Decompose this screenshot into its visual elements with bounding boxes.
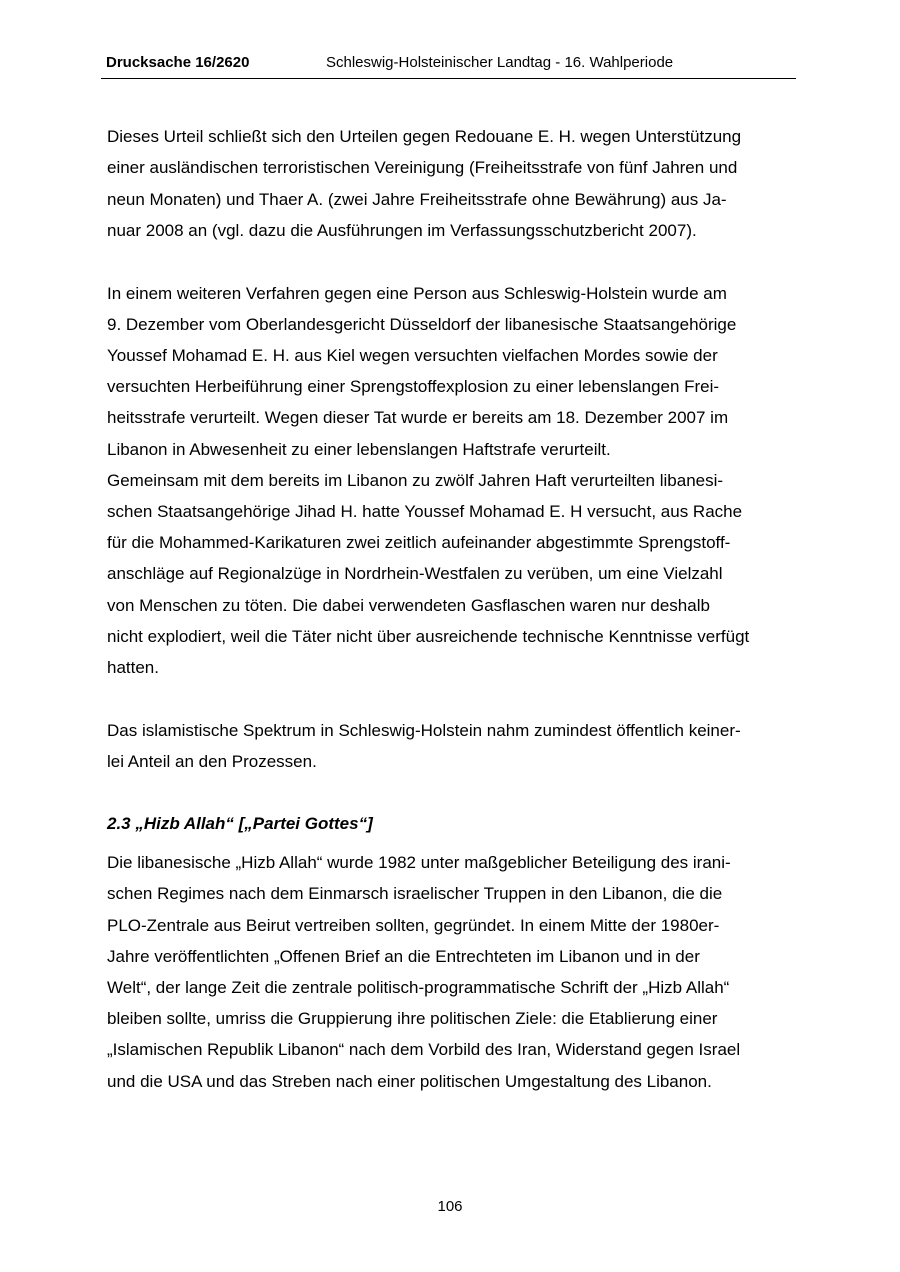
section-line: Die libanesische „Hizb Allah“ wurde 1982 unter maßgeblicher Beteiligung des irani- [107, 853, 731, 872]
section-line: Jahre veröffentlichten „Offenen Brief an die Entrechteten im Libanon und in der [107, 947, 700, 966]
paragraph-line: Libanon in Abwesenheit zu einer lebenslangen Haftstrafe verurteilt. [107, 440, 611, 459]
paragraph-line: Gemeinsam mit dem bereits im Libanon zu zwölf Jahren Haft verurteilten libanesi- [107, 471, 724, 490]
section-line: PLO-Zentrale aus Beirut vertreiben sollten, gegründet. In einem Mitte der 1980er- [107, 916, 720, 935]
paragraph-line: In einem weiteren Verfahren gegen eine Person aus Schleswig-Holstein wurde am [107, 284, 727, 303]
document-number: Drucksache 16/2620 [106, 54, 250, 71]
paragraph-line: Dieses Urteil schließt sich den Urteilen gegen Redouane E. H. wegen Unterstützung [107, 127, 742, 146]
paragraph-line: nuar 2008 an (vgl. dazu die Ausführungen im Verfassungsschutzbericht 2007). [107, 221, 697, 240]
section-line: schen Regimes nach dem Einmarsch israelischer Truppen in den Libanon, die die [107, 884, 723, 903]
paragraph-line: einer ausländischen terroristischen Vereinigung (Freiheitsstrafe von fünf Jahren und [107, 158, 738, 177]
paragraph-line: versuchten Herbeiführung einer Sprengstoffexplosion zu einer lebenslangen Frei- [107, 377, 720, 396]
paragraph-line: schen Staatsangehörige Jihad H. hatte Youssef Mohamad E. H versucht, aus Rache [107, 502, 743, 521]
section-heading: 2.3 „Hizb Allah“ [„Partei Gottes“] [107, 814, 373, 833]
paragraph-line: nicht explodiert, weil die Täter nicht über ausreichende technische Kenntnisse verfügt [107, 627, 750, 646]
paragraph-line: 9. Dezember vom Oberlandesgericht Düsseldorf der libanesische Staatsangehörige [107, 315, 737, 334]
parliament-title: Schleswig-Holsteinischer Landtag - 16. Wahlperiode [326, 54, 674, 71]
paragraph-line: anschläge auf Regionalzüge in Nordrhein-Westfalen zu verüben, um eine Vielzahl [107, 564, 723, 583]
paragraph-line: hatten. [107, 658, 159, 677]
page-header [101, 52, 796, 79]
paragraph-line: Das islamistische Spektrum in Schleswig-Holstein nahm zumindest öffentlich keiner- [107, 721, 741, 740]
section-line: und die USA und das Streben nach einer politischen Umgestaltung des Libanon. [107, 1072, 712, 1091]
paragraph-line: Youssef Mohamad E. H. aus Kiel wegen versuchten vielfachen Mordes sowie der [107, 346, 718, 365]
section-line: bleiben sollte, umriss die Gruppierung ihre politischen Ziele: die Etablierung einer [107, 1009, 718, 1028]
paragraph-line: von Menschen zu töten. Die dabei verwendeten Gasflaschen waren nur deshalb [107, 596, 710, 615]
section-line: „Islamischen Republik Libanon“ nach dem Vorbild des Iran, Widerstand gegen Israel [107, 1040, 741, 1059]
section-line: Welt“, der lange Zeit die zentrale politisch-programmatische Schrift der „Hizb Allah“ [107, 978, 730, 997]
paragraph-line: neun Monaten) und Thaer A. (zwei Jahre Freiheitsstrafe ohne Bewährung) aus Ja- [107, 190, 727, 209]
paragraph-line: für die Mohammed-Karikaturen zwei zeitlich aufeinander abgestimmte Sprengstoff- [107, 533, 731, 552]
paragraph-line: heitsstrafe verurteilt. Wegen dieser Tat wurde er bereits am 18. Dezember 2007 im [107, 408, 729, 427]
paragraph-line: lei Anteil an den Prozessen. [107, 752, 317, 771]
page-number: 106 [437, 1198, 463, 1215]
